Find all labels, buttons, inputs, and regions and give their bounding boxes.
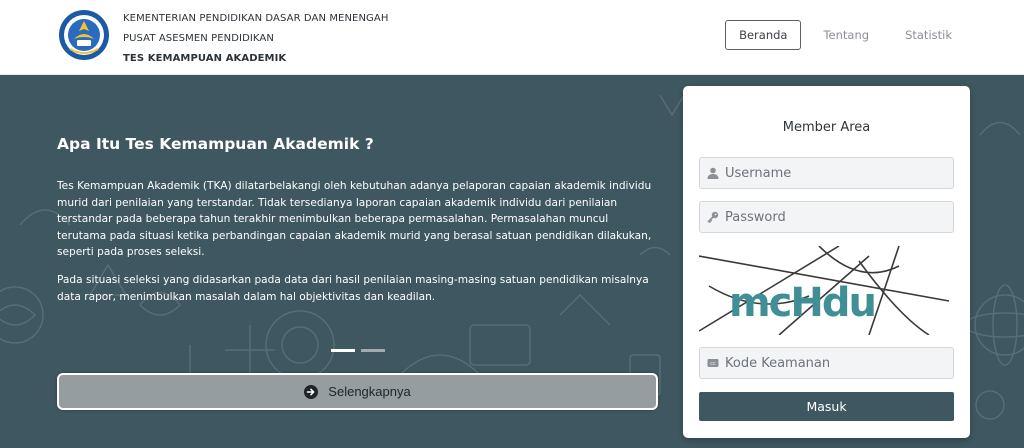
nav-statistik[interactable]: Statistik [905,28,952,42]
org-name [123,9,388,69]
arrow-circle-right-icon [304,385,318,399]
security-code-field [699,347,954,379]
nav-tentang[interactable]: Tentang [823,28,870,42]
cc-icon [707,357,719,369]
svg-text:cc: cc [710,361,716,368]
security-code-input[interactable] [725,348,950,378]
key-icon [707,211,719,223]
password-input[interactable] [725,202,950,232]
captcha-text: mcHdu [729,280,875,326]
org-line-app: TES KEMAMPUAN AKADEMIK [123,53,287,64]
carousel-indicators [331,349,391,352]
login-card [683,86,970,438]
org-line-ministry: KEMENTERIAN PENDIDIKAN DASAR DAN MENENGAH [123,13,389,24]
username-field [699,157,954,189]
org-line-center: PUSAT ASESMEN PENDIDIKAN [123,33,274,44]
nav-beranda[interactable]: Beranda [725,20,801,50]
captcha-image[interactable] [699,246,954,335]
main-nav [717,20,966,50]
login-button[interactable]: Masuk [699,392,954,421]
user-icon [707,167,719,179]
username-input[interactable] [725,158,950,188]
more-button-label: Selengkapnya [328,384,411,399]
hero-title: Apa Itu Tes Kemampuan Akademik ? [57,135,374,153]
logo-tut-wuri-handayani[interactable] [58,9,110,61]
more-button[interactable] [57,373,658,410]
login-title: Member Area [782,120,871,135]
password-field [699,201,954,233]
carousel-indicator-2[interactable] [361,349,385,352]
carousel-indicator-1[interactable] [331,349,355,352]
hero-paragraph-1: Tes Kemampuan Akademik (TKA) dilatarbelakangi oleh kebutuhan adanya pelaporan capaian akademik individu murid dari penilaian yang terstandar. Tidak tersedianya laporan capaian akademik individu dari penilaian terstandar pada beberapa tahun terakhir menimbulkan beberapa permasalahan. Permasalahan muncul terutama pada situasi ketika perbandingan capaian akademik murid yang berasal satuan pendidikan dilakukan, seperti pada proses seleksi. [57,180,652,259]
site-header [0,0,1024,75]
hero-paragraph-2: Pada situasi seleksi yang didasarkan pada data dari hasil penilaian masing-masing satuan pendidikan misalnya data rapor, menimbulkan masalah dalam hal objektivitas dan keadilan. [57,274,649,303]
